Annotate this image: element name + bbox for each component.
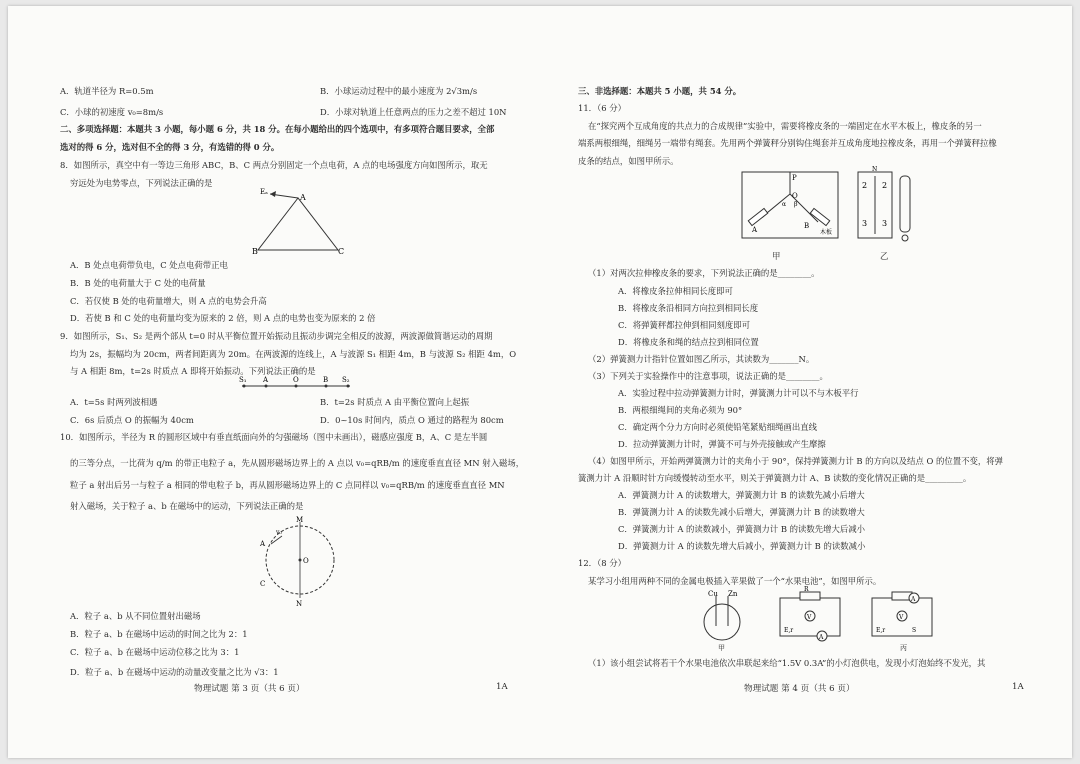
label-v1: V bbox=[807, 614, 812, 621]
label-o: O bbox=[293, 376, 299, 384]
label-b: B bbox=[323, 376, 329, 384]
right-text-line: 三、非选择题：本题共 5 小题，共 54 分。 bbox=[578, 86, 742, 96]
right-text-line: A．弹簧测力计 A 的读数增大，弹簧测力计 B 的读数先减小后增大 bbox=[618, 490, 865, 500]
right-text-line: A．实验过程中拉动弹簧测力计时，弹簧测力计可以不与木板平行 bbox=[618, 388, 859, 398]
label-c-circle: C bbox=[260, 580, 266, 588]
left-text-line: C．若仅使 B 处的电荷量增大，则 A 点的电势会升高 bbox=[70, 296, 267, 306]
q9-option: C．6s 后质点 O 的振幅为 40cm bbox=[70, 415, 194, 425]
label-spring-a: A bbox=[752, 226, 758, 234]
scale-unit: N bbox=[872, 166, 878, 173]
scale-3-right: 3 bbox=[882, 219, 888, 228]
label-a2: A bbox=[911, 596, 916, 603]
label-n: N bbox=[296, 600, 303, 606]
right-text-line: 11．（6 分） bbox=[578, 103, 626, 113]
label-m: M bbox=[296, 516, 304, 524]
right-text-line: B．两根细绳间的夹角必须为 90° bbox=[618, 405, 743, 415]
wave-source-line bbox=[236, 374, 356, 394]
triangle-field-label: Eₐ bbox=[260, 188, 268, 196]
triangle-label-c: C bbox=[338, 247, 345, 256]
right-text-line: 在“探究两个互成角度的共点力的合成规律”实验中，需要将橡皮条的一端固定在水平木板上，橡皮条的另一 bbox=[588, 121, 982, 131]
left-text-line: A．粒子 a、b 从不同位置射出磁场 bbox=[70, 611, 201, 621]
left-text-line: 选对的得 6 分，选对但不全的得 3 分，有选错的得 0 分。 bbox=[60, 142, 280, 152]
right-text-line: C．将弹簧秤都拉伸到相同刻度即可 bbox=[618, 320, 751, 330]
left-text-line: C．粒子 a、b 在磁场中运动位移之比为 3：1 bbox=[70, 647, 240, 657]
left-text-line: 8．如图所示，真空中有一等边三角形 ABC，B、C 两点分别固定一个点电荷，A 点的电场强度方向如图所示，取无 bbox=[60, 160, 488, 170]
left-text-line: D．若使 B 和 C 处的电荷量均变为原来的 2 倍，则 A 点的电势也变为原来的 2 倍 bbox=[70, 313, 376, 323]
right-text-line: 端系两根细绳，细绳另一端带有绳套。先用两个弹簧秤分别钩住绳套并互成角度地拉橡皮条，再用一个弹簧秤拉橡 bbox=[578, 138, 997, 148]
triangle-label-b: B bbox=[252, 247, 258, 256]
left-text-line: 与 A 相距 8m，t=2s 时质点 A 即将开始振动。下列说法正确的是 bbox=[70, 366, 316, 376]
footer-code-4: 1A bbox=[1012, 682, 1024, 692]
label-s1: S₁ bbox=[239, 376, 247, 384]
right-text-line: D．弹簧测力计 A 的读数先增大后减小，弹簧测力计 B 的读数减小 bbox=[618, 541, 866, 551]
footer-page-3: 物理试题 第 3 页（共 6 页） bbox=[194, 684, 305, 694]
fig-label-jia: 甲 bbox=[772, 251, 781, 261]
q9-option: D．0~10s 时间内，质点 O 通过的路程为 80cm bbox=[320, 415, 504, 425]
q9-option: B．t=2s 时质点 A 由平衡位置向上起振 bbox=[320, 397, 470, 407]
left-text-line: D．粒子 a、b 在磁场中运动的动量改变量之比为 √3：1 bbox=[70, 667, 279, 677]
left-text-line: 穷远处为电势零点，下列说法正确的是 bbox=[70, 178, 213, 188]
q10-text-line: 粒子 a 射出后另一与粒子 a 相同的带电粒子 b，再从圆形磁场边界上的 C 点同样以 v₀=qRB/m 的速度垂直直径 MN bbox=[70, 480, 505, 490]
triangle-figure bbox=[248, 186, 348, 258]
label-zn: Zn bbox=[728, 590, 738, 598]
exam-sheet bbox=[8, 6, 1072, 758]
right-text-line: 皮条的结点，如图甲所示。 bbox=[578, 156, 679, 166]
q10-text-line: 的三等分点，一比荷为 q/m 的带正电粒子 a，先从圆形磁场边界上的 A 点以 v₀=qRB/m 的速度垂直直径 MN 射入磁场， bbox=[70, 458, 525, 468]
scale-3-left: 3 bbox=[862, 219, 868, 228]
right-text-line: 簧测力计 A 沿顺时针方向缓慢转动至水平，则关于弹簧测力计 A、B 读数的变化情况正确的是_________。 bbox=[578, 473, 972, 483]
right-text-line: 某学习小组用两种不同的金属电极插入苹果做了一个“水果电池”，如图甲所示。 bbox=[588, 576, 882, 586]
right-text-line: A．将橡皮条拉伸相同长度即可 bbox=[618, 286, 733, 296]
spring-balance-figure bbox=[738, 166, 918, 246]
left-text-line: B．B 处的电荷量大于 C 处的电荷量 bbox=[70, 278, 206, 288]
label-er1: E,r bbox=[784, 627, 794, 634]
right-text-line: （4）如图甲所示，开始两弹簧测力计的夹角小于 90°，保持弹簧测力计 B 的方向以及结点 O 的位置不变，将弹 bbox=[588, 456, 1004, 466]
left-text-line: A．轨道半径为 R=0.5m bbox=[60, 86, 154, 96]
left-text-line: 9．如图所示，S₁、S₂ 是两个部从 t=0 时从平衡位置开始振动且振动步调完全相反的波源，两波源做简谐运动的周期 bbox=[60, 331, 493, 341]
scale-2-left: 2 bbox=[862, 181, 868, 190]
left-text-line: 10．如图所示，半径为 R 的圆形区域中有垂直纸面向外的匀强磁场（图中未画出），磁感应强度 B，A、C 是左半圆 bbox=[60, 432, 488, 442]
right-text-line: B．将橡皮条沿相同方向拉到相同长度 bbox=[618, 303, 759, 313]
label-s2-switch: S bbox=[912, 627, 917, 634]
fig-label-jia-2: 甲 bbox=[718, 644, 725, 652]
right-text-line: （3）下列关于实验操作中的注意事项，说法正确的是________。 bbox=[588, 371, 828, 381]
label-spring-b: B bbox=[804, 222, 810, 230]
label-beta: β bbox=[794, 201, 798, 208]
label-v2: V bbox=[899, 614, 904, 621]
right-text-line: 12．（8 分） bbox=[578, 558, 626, 568]
right-text-line: D．将橡皮条和绳的结点拉到相同位置 bbox=[618, 337, 759, 347]
label-spring-p: P bbox=[792, 174, 797, 182]
right-text-line: D．拉动弹簧测力计时，弹簧不可与外壳接触或产生摩擦 bbox=[618, 439, 826, 449]
right-text-line: （1）对两次拉伸橡皮条的要求，下列说法正确的是________。 bbox=[588, 268, 820, 278]
q9-option: A．t=5s 时两列波相遇 bbox=[70, 397, 158, 407]
footer-code-3: 1A bbox=[496, 682, 508, 692]
label-s2: S₂ bbox=[342, 376, 350, 384]
left-text-line: C．小球的初速度 v₀=8m/s bbox=[60, 107, 164, 117]
label-r1: R bbox=[804, 586, 809, 593]
right-text-line: B．弹簧测力计 A 的读数先减小后增大，弹簧测力计 B 的读数增大 bbox=[618, 507, 865, 517]
right-text-line: C．弹簧测力计 A 的读数减小，弹簧测力计 B 的读数先增大后减小 bbox=[618, 524, 866, 534]
left-text-line: 射入磁场，关于粒子 a、b 在磁场中的运动，下列说法正确的是 bbox=[70, 501, 304, 511]
label-alpha: α bbox=[782, 201, 787, 208]
label-o-circle: O bbox=[303, 557, 309, 565]
fig-label-bing: 丙 bbox=[900, 644, 907, 652]
label-a: A bbox=[263, 376, 269, 384]
label-a-circle: A bbox=[260, 540, 266, 548]
left-text-line: 二、多项选择题：本题共 3 小题，每小题 6 分，共 18 分。在每小题给出的四个选项中，有多项符合题目要求，全部 bbox=[60, 124, 495, 134]
right-text-line: （1）该小组尝试将若干个水果电池依次串联起来给“1.5V 0.3A”的小灯泡供电，发现小灯泡始终不发光，其 bbox=[588, 658, 986, 668]
scale-2-right: 2 bbox=[882, 181, 888, 190]
label-v0: v₀ bbox=[276, 529, 282, 536]
label-board: 木板 bbox=[820, 229, 833, 236]
right-text-line: C．确定两个分力方向时必须使铅笔紧贴细绳画出直线 bbox=[618, 422, 818, 432]
right-text-line: （2）弹簧测力计指针位置如图乙所示，其读数为_______N。 bbox=[588, 354, 815, 364]
label-spring-o: O bbox=[792, 192, 798, 200]
footer-page-4: 物理试题 第 4 页（共 6 页） bbox=[744, 684, 855, 694]
label-a1: A bbox=[819, 634, 824, 641]
left-text-line: A．B 处点电荷带负电，C 处点电荷带正电 bbox=[70, 260, 228, 270]
left-text-line: B．粒子 a、b 在磁场中运动的时间之比为 2：1 bbox=[70, 629, 248, 639]
magnetic-circle-figure bbox=[256, 516, 346, 606]
label-cu: Cu bbox=[708, 590, 718, 598]
option-right: D．小球对轨道上任意两点的压力之差不超过 10N bbox=[320, 107, 507, 117]
left-text-line: 均为 2s，振幅均为 20cm，两者间距离为 20m。在两波源的连线上，A 与波源 S₁ 相距 4m，B 与波源 S₂ 相距 4m，O bbox=[70, 349, 517, 359]
fig-label-yi: 乙 bbox=[880, 251, 889, 261]
option-right: B．小球运动过程中的最小速度为 2√3m/s bbox=[320, 86, 478, 96]
triangle-label-a: A bbox=[300, 193, 306, 202]
fruit-battery-figure bbox=[692, 586, 952, 648]
label-er2: E,r bbox=[876, 627, 886, 634]
